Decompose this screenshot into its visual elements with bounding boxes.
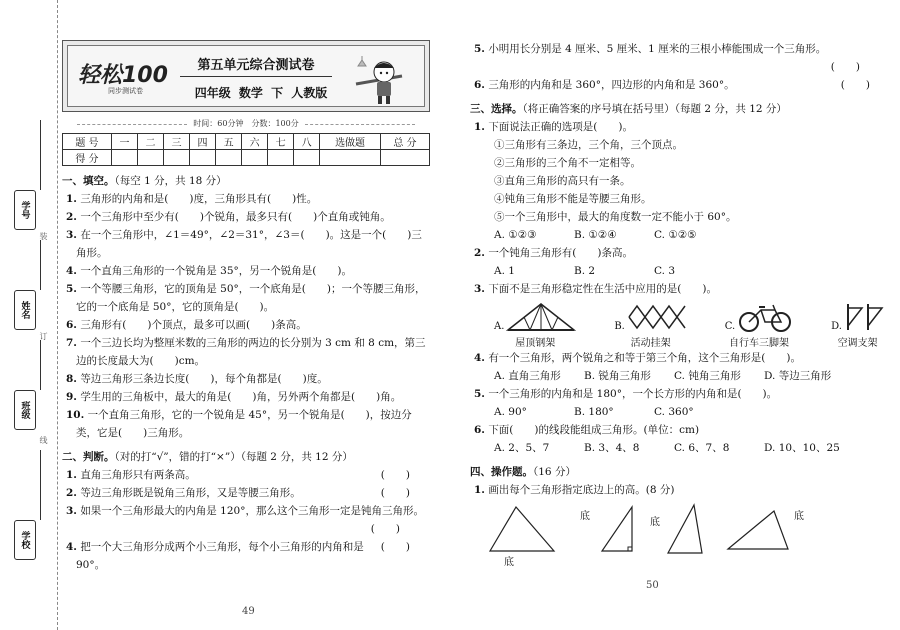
option-d[interactable]: D. 等边三角形 <box>764 370 832 382</box>
answer-paren[interactable]: ( ) <box>830 61 860 73</box>
name-line <box>40 240 41 290</box>
fill-question-2: 2. 一个三角形中至少有( )个锐角，最多只有( )个直角或钝角。 <box>66 211 391 223</box>
option-c[interactable]: C. 360° <box>654 406 694 418</box>
fill-question-3: 3. 在一个三角形中，∠1＝49°，∠2＝31°，∠3＝( )。这是一个( )三角形。 <box>66 229 422 259</box>
choice-question-2: 2. 一个钝角三角形有( )条高。 <box>474 247 634 259</box>
section-fill-in: 一、填空。（每空 1 分，共 18 分） <box>62 175 227 187</box>
choice-question-5: 5. 一个三角形的内角和是 180°，一个长方形的内角和是( )。 <box>474 388 778 400</box>
option-c[interactable]: C. 6、7、8 <box>674 442 730 454</box>
exam-title: 第五单元综合测试卷 <box>197 58 315 73</box>
judge-question-6: 6. 三角形的内角和是 360°，四边形的内角和是 360°。 ( ) <box>470 76 890 94</box>
fill-question-6: 6. 三角形有( )个顶点，最多可以画( )条高。 <box>66 319 307 331</box>
picture-option-d[interactable]: D. 空调支架 <box>831 302 884 349</box>
score-table <box>62 133 430 166</box>
choice-options-5 <box>470 403 890 421</box>
triangle-1[interactable] <box>488 505 558 555</box>
mascot-icon <box>354 54 406 106</box>
fill-question-4: 4. 一个直角三角形的一个锐角是 35°，另一个锐角是( )。 <box>66 265 352 277</box>
option-c[interactable]: C. 3 <box>654 265 676 277</box>
option-a[interactable]: A. 90° <box>494 406 527 418</box>
choice-options-1 <box>470 226 890 244</box>
option-c[interactable]: C. ①②⑤ <box>654 229 697 241</box>
right-page <box>470 40 890 568</box>
statement-3: ③直角三角形的高只有一条。 <box>494 175 631 187</box>
section-choice: 三、选择。（将正确答案的序号填在括号里）（每题 2 分，共 12 分） <box>470 103 787 115</box>
score-value-row: 得 分 <box>63 150 430 166</box>
triangle-2[interactable] <box>598 505 638 555</box>
section-judge: 二、判断。（对的打“√”，错的打“×”）（每题 2 分，共 12 分） <box>62 451 353 463</box>
option-d[interactable]: D. 10、10、25 <box>764 442 840 454</box>
option-b[interactable]: B. ①②④ <box>574 229 617 241</box>
option-b[interactable]: B. 2 <box>574 265 596 277</box>
answer-paren[interactable]: ( ) <box>380 541 410 553</box>
statement-1: ①三角形有三条边，三个角，三个顶点。 <box>494 139 683 151</box>
option-b[interactable]: B. 锐角三角形 <box>584 370 651 382</box>
roof-truss-icon <box>506 302 576 332</box>
choice-question-6: 6. 下面( )的线段能组成三角形。(单位：cm) <box>474 424 700 436</box>
page-number-left: 49 <box>242 606 255 617</box>
judge-question-5: 5. 小明用长分别是 4 厘米、5 厘米、1 厘米的三根小棒能围成一个三角形。 <box>474 43 827 55</box>
student-no-line <box>40 120 41 190</box>
school-label: 学校 <box>14 520 36 560</box>
student-no-label: 学号 <box>14 190 36 230</box>
brand-logo-sub: 同步测试卷 <box>108 87 143 95</box>
cut-mark-3: 线 <box>39 436 48 444</box>
cut-mark-1: 装 <box>39 232 48 240</box>
option-b[interactable]: B. 180° <box>574 406 614 418</box>
left-page <box>62 40 430 574</box>
exam-meta: 时间：60分钟 分数：100分 <box>62 118 430 129</box>
class-line <box>40 340 41 390</box>
exam-header <box>62 40 430 112</box>
binding-strip <box>0 0 58 630</box>
answer-paren[interactable]: ( ) <box>840 79 870 91</box>
cut-mark-2: 订 <box>39 332 48 340</box>
fill-question-7: 7. 一个三边长均为整厘米数的三角形的两边的长分别为 3 cm 和 8 cm，第三边的长度最大为( )cm。 <box>66 337 426 367</box>
choice-options-4 <box>470 367 890 385</box>
fill-question-5: 5. 一个等腰三角形，它的顶角是 50°，一个底角是( )；一个等腰三角形，它的一个底角是 50°，它的顶角是( )。 <box>66 283 426 313</box>
base-label-2: 底 <box>580 511 590 522</box>
class-label: 班级 <box>14 390 36 430</box>
judge-question-4: 4. 把一个大三角形分成两个小三角形，每个小三角形的内角和是 90°。 ( ) <box>62 538 430 574</box>
answer-paren[interactable]: ( ) <box>370 523 400 535</box>
page-number-right: 50 <box>646 580 659 591</box>
option-a[interactable]: A. ①②③ <box>494 229 537 241</box>
judge-question-3: 3. 如果一个三角形最大的内角是 120°，那么这个三角形一定是钝角三角形。 <box>66 505 424 517</box>
option-a[interactable]: A. 直角三角形 <box>494 370 561 382</box>
option-a[interactable]: A. 1 <box>494 265 515 277</box>
choice-options-2 <box>470 262 890 280</box>
picture-option-c[interactable]: C. 自行车三脚架 <box>725 302 793 349</box>
choice-question-3: 3. 下面不是三角形稳定性在生活中应用的是( )。 <box>474 283 718 295</box>
fill-question-9: 9. 学生用的三角板中，最大的角是( )角，另外两个角都是( )角。 <box>66 391 402 403</box>
statement-4: ④钝角三角形不能是等腰三角形。 <box>494 193 652 205</box>
triangle-4[interactable] <box>726 509 790 553</box>
option-a[interactable]: A. 2、5、7 <box>494 442 550 454</box>
bicycle-icon <box>737 302 793 332</box>
ac-bracket-icon <box>844 302 884 332</box>
choice-pictures <box>470 298 890 349</box>
statement-5: ⑤一个三角形中，最大的角度数一定不能小于 60°。 <box>494 211 737 223</box>
exam-subtitle: 四年级 数学 下 人教版 <box>194 86 328 100</box>
option-b[interactable]: B. 3、4、8 <box>584 442 640 454</box>
triangle-3[interactable] <box>666 503 706 555</box>
base-label-4: 底 <box>794 511 804 522</box>
choice-question-1: 1. 下面说法正确的选项是( )。 <box>474 121 634 133</box>
name-label: 姓名 <box>14 290 36 330</box>
fill-question-8: 8. 等边三角形三条边长度( )，每个角都是( )度。 <box>66 373 328 385</box>
title-rule <box>180 76 332 77</box>
score-header-row: 题 号 一 二 三 四 五 六 七 八 选做题 总 分 <box>63 134 430 150</box>
fill-question-1: 1. 三角形的内角和是( )度，三角形具有( )性。 <box>66 193 318 205</box>
answer-paren[interactable]: ( ) <box>380 469 410 481</box>
choice-question-4: 4. 有一个三角形，两个锐角之和等于第三个角，这个三角形是( )。 <box>474 352 802 364</box>
section-operation: 四、操作题。（16 分） <box>470 466 576 478</box>
picture-option-a[interactable]: A. 屋顶钢架 <box>494 302 576 349</box>
base-label-1: 底 <box>504 557 514 568</box>
option-c[interactable]: C. 钝角三角形 <box>674 370 741 382</box>
picture-option-b[interactable]: B. 活动挂架 <box>614 302 687 349</box>
statement-2: ②三角形的三个角不一定相等。 <box>494 157 641 169</box>
base-label-3: 底 <box>650 517 660 528</box>
judge-question-1: 1. 直角三角形只有两条高。 ( ) <box>62 466 430 484</box>
operation-question-1: 1. 画出每个三角形指定底边上的高。(8 分) <box>474 484 675 496</box>
fill-question-10: 10. 一个直角三角形，它的一个锐角是 45°，另一个锐角是( )，按边分类，它是( )三角形。 <box>66 409 412 439</box>
answer-paren[interactable]: ( ) <box>380 487 410 499</box>
choice-options-6 <box>470 439 890 457</box>
brand-logo: 轻松100 <box>78 63 168 88</box>
triangle-drawings <box>470 503 890 568</box>
lattice-hanger-icon <box>627 302 687 332</box>
judge-question-2: 2. 等边三角形既是锐角三角形，又是等腰三角形。 ( ) <box>62 484 430 502</box>
school-line <box>40 450 41 520</box>
